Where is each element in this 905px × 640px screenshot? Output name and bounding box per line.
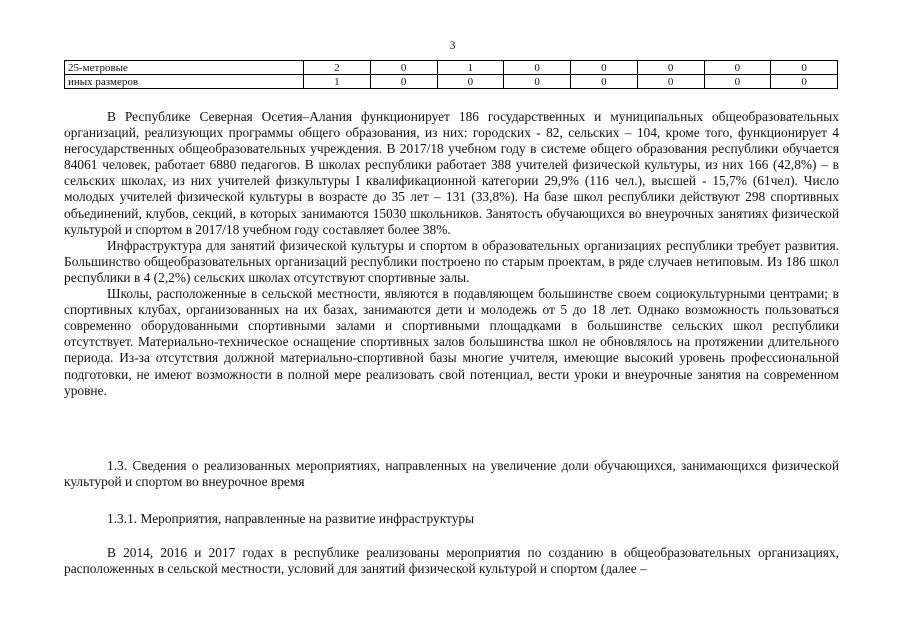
- paragraph: Инфраструктура для занятий физической культуры и спортом в образовательных организациях республики требует развития. Большинство общеобразовательных организаций республики построено по старым проектам, в ряде случаев нетиповым. Из 186 школ республики в 4 (2,2%) сельских школах отсутствуют спортивные залы.: [64, 237, 839, 285]
- table-cell: 0: [771, 75, 838, 89]
- table-row: [65, 75, 838, 89]
- body-text: [64, 109, 839, 399]
- table-cell: 0: [704, 61, 771, 75]
- table-cell: 0: [504, 61, 571, 75]
- table-cell: 0: [571, 61, 638, 75]
- table-cell: 0: [504, 75, 571, 89]
- table-cell: 0: [571, 75, 638, 89]
- subsection-heading: 1.3.1. Мероприятия, направленные на развитие инфраструктуры: [107, 511, 475, 526]
- table-row-label: иных размеров: [65, 75, 304, 89]
- table-cell: 1: [304, 75, 371, 89]
- table-cell: 0: [370, 61, 437, 75]
- table-cell: 0: [437, 75, 504, 89]
- table-cell: 1: [437, 61, 504, 75]
- table-cell: 0: [704, 75, 771, 89]
- table-cell: 0: [637, 61, 704, 75]
- table-row-label: 25-метровые: [65, 61, 304, 75]
- table-cell: 0: [771, 61, 838, 75]
- table-row: [65, 61, 838, 75]
- paragraph: В 2014, 2016 и 2017 годах в республике реализованы мероприятия по созданию в общеобразовательных организациях, расположенных в сельской местности, условий для занятий физической культурой и спортом (далее –: [64, 545, 839, 577]
- facilities-table: [64, 60, 838, 89]
- paragraph: Школы, расположенные в сельской местности, являются в подавляющем большинстве своем социокультурными центрами; в спортивных клубах, организованных на их базах, занимаются дети и молодежь от 5 до 18 лет. Однако возможность пользоваться современно оборудованными спортивными залами и спортивными площадками в большинстве сельских школ республики отсутствует. Материально-техническое оснащение спортивных залов большинства школ не обновлялось на протяжении длительного периода. Из-за отсутствия должной материально-спортивной базы многие учителя, имеющие высокий уровень профессиональной подготовки, не имеют возможности в полной мере реализовать свой потенциал, вести уроки и внеурочные занятия на современном уровне.: [64, 286, 839, 398]
- paragraph: В Республике Северная Осетия–Алания функционирует 186 государственных и муниципальных общеобразовательных организаций, реализующих программы общего образования, из них: городских - 82, сельских – 104, кроме того, функционирует 4 негосударственных общеобразовательных учреждения. В 2017/18 учебном году в системе общего образования республики обучается 84061 человек, работает 6880 педагогов. В школах республики работает 388 учителей физической культуры, из них 166 (42,8%) – в сельских школах, из них учителей физкультуры I квалификационной категории 29,9% (116 чел.), высшей - 15,7% (61чел). Число молодых учителей физической культуры в возрасте до 35 лет – 131 (33,8%). На базе школ республики действуют 298 спортивных объединений, клубов, секций, в которых занимаются 15030 школьников. Занятость обучающихся во внеурочных занятиях физической культурой и спортом в 2017/18 учебном году составляет более 38%.: [64, 109, 839, 237]
- page-number: 3: [449, 38, 456, 52]
- section-heading: 1.3. Сведения о реализованных мероприятиях, направленных на увеличение доли обучающихся, занимающихся физической культурой и спортом во внеурочное время: [64, 458, 839, 490]
- table-cell: 0: [370, 75, 437, 89]
- table-cell: 2: [304, 61, 371, 75]
- table-cell: 0: [637, 75, 704, 89]
